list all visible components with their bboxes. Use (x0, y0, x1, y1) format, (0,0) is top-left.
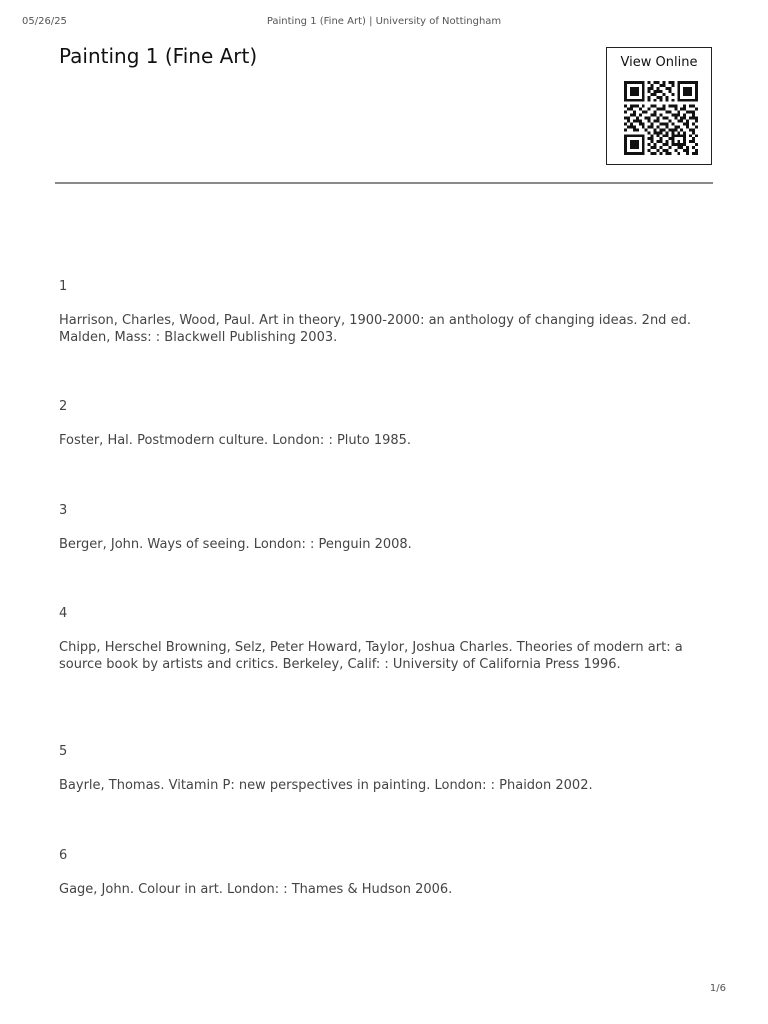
citation-number: 1 (59, 279, 68, 294)
citation-text[interactable]: Berger, John. Ways of seeing. London: : Penguin 2008. (59, 536, 412, 552)
print-page-title: Painting 1 (Fine Art) | University of Nottingham (266, 16, 502, 27)
citation-number: 5 (59, 744, 68, 759)
citation-number: 2 (59, 399, 68, 414)
citation-item (59, 502, 709, 553)
citation-item (59, 605, 709, 674)
citation-text[interactable]: Bayrle, Thomas. Vitamin P: new perspectives in painting. London: : Phaidon 2002. (59, 777, 593, 793)
citation-text[interactable]: Chipp, Herschel Browning, Selz, Peter Howard, Taylor, Joshua Charles. Theories of modern art: a source book by artists and critics. Berkeley, Calif: : University of California Press 1996. (59, 639, 683, 672)
citation-number: 3 (59, 503, 68, 518)
citation-text[interactable]: Gage, John. Colour in art. London: : Thames & Hudson 2006. (59, 881, 453, 897)
page-indicator: 1/6 (709, 983, 726, 994)
citation-text[interactable]: Harrison, Charles, Wood, Paul. Art in theory, 1900-2000: an anthology of changing ideas. 2nd ed. Malden, Mass: : Blackwell Publishing 2003. (59, 312, 691, 345)
citation-text[interactable]: Foster, Hal. Postmodern culture. London: : Pluto 1985. (59, 432, 412, 448)
print-header (22, 16, 746, 30)
header-divider (55, 182, 713, 184)
view-online-box[interactable] (606, 47, 712, 165)
citation-number: 6 (59, 848, 68, 863)
view-online-label[interactable]: View Online (620, 55, 698, 70)
page-title: Painting 1 (Fine Art) (59, 44, 258, 68)
citation-number: 4 (59, 606, 68, 621)
citation-item (59, 398, 709, 449)
print-date: 05/26/25 (22, 16, 67, 27)
citation-item (59, 743, 709, 794)
qr-code-icon[interactable] (624, 81, 698, 155)
citation-item (59, 847, 709, 898)
citation-item (59, 278, 709, 347)
